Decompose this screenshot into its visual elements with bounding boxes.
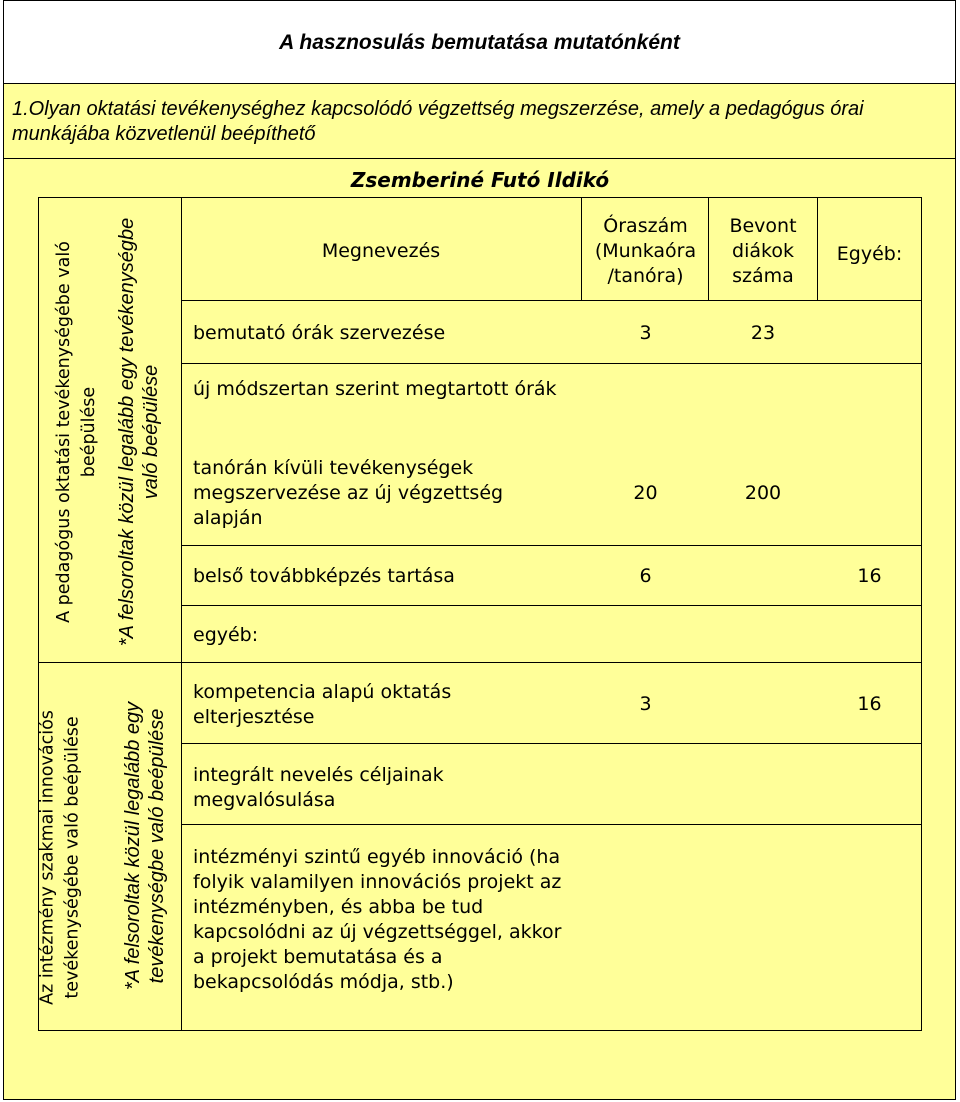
person-name: Zsemberiné Futó Ildikó [350,168,610,192]
header-band [4,1,955,84]
row-hours: 3 [639,322,652,344]
table-bottom-border [38,1030,922,1031]
row-name: kompetencia alapú oktatás elterjesztése [193,681,452,728]
table-right-border [921,197,922,1030]
header-col-sep-2 [708,197,709,301]
row-other: 16 [857,693,882,715]
row-divider [181,545,922,546]
row-name: bemutató órák szervezése [193,322,446,344]
col-header-name: Megnevezés [321,240,441,262]
row-hours: 6 [639,565,652,587]
rule-under-section [3,158,956,159]
header-row-border [181,300,922,301]
row-hours: 3 [639,693,652,715]
row-hours: 20 [633,482,658,504]
group1-label-main: A pedagógus oktatási tevékenységébe való beépülése [54,241,99,623]
group1-label-note: *A felsoroltak közül legalább egy tevékenységbe való beépülése [116,217,162,647]
group2-label-main: Az intézmény szakmai innovációs tevékenységébe való beépülése [37,710,83,1005]
row-name: tanórán kívüli tevékenységek megszervezése az új végzettség alapján [193,457,504,529]
group2-label-note: *A felsoroltak közül legalább egy tevékenységbe való beépülése [122,701,168,991]
col-header-other: Egyéb: [836,243,903,265]
row-students: 200 [744,482,782,504]
group-separator [38,662,922,663]
page-title: A hasznosulás bemutatása mutatónként [279,31,680,54]
col-header-students: Bevont diákok száma [729,215,797,287]
section-title: 1.Olyan oktatási tevékenységhez kapcsolódó végzettség megszerzése, amely a pedagógus órai munkájába közvetlenül beépíthető [12,98,864,145]
row-divider [181,743,922,744]
row-name: egyéb: [193,624,259,646]
row-divider [181,824,922,825]
row-name: integrált nevelés céljainak megvalósulása [193,764,444,811]
row-other: 16 [857,565,882,587]
label-column-border [181,197,182,1030]
row-divider [181,605,922,606]
row-divider [181,363,922,364]
col-header-hours: Óraszám (Munkaóra /tanóra) [594,215,697,287]
row-name: új módszertan szerint megtartott órák [193,378,557,400]
rule-under-person [38,197,922,198]
row-name: belső továbbképzés tartása [193,565,455,587]
row-students: 23 [750,322,776,344]
row-name: intézményi szintű egyéb innováció (ha folyik valamilyen innovációs projekt az intézményben, és abba be tud kapcsolódni az új végzettséggel, akkor a projekt bemutatása és a bekapcsolódás módja, stb.) [193,846,562,993]
header-col-sep-1 [581,197,582,301]
